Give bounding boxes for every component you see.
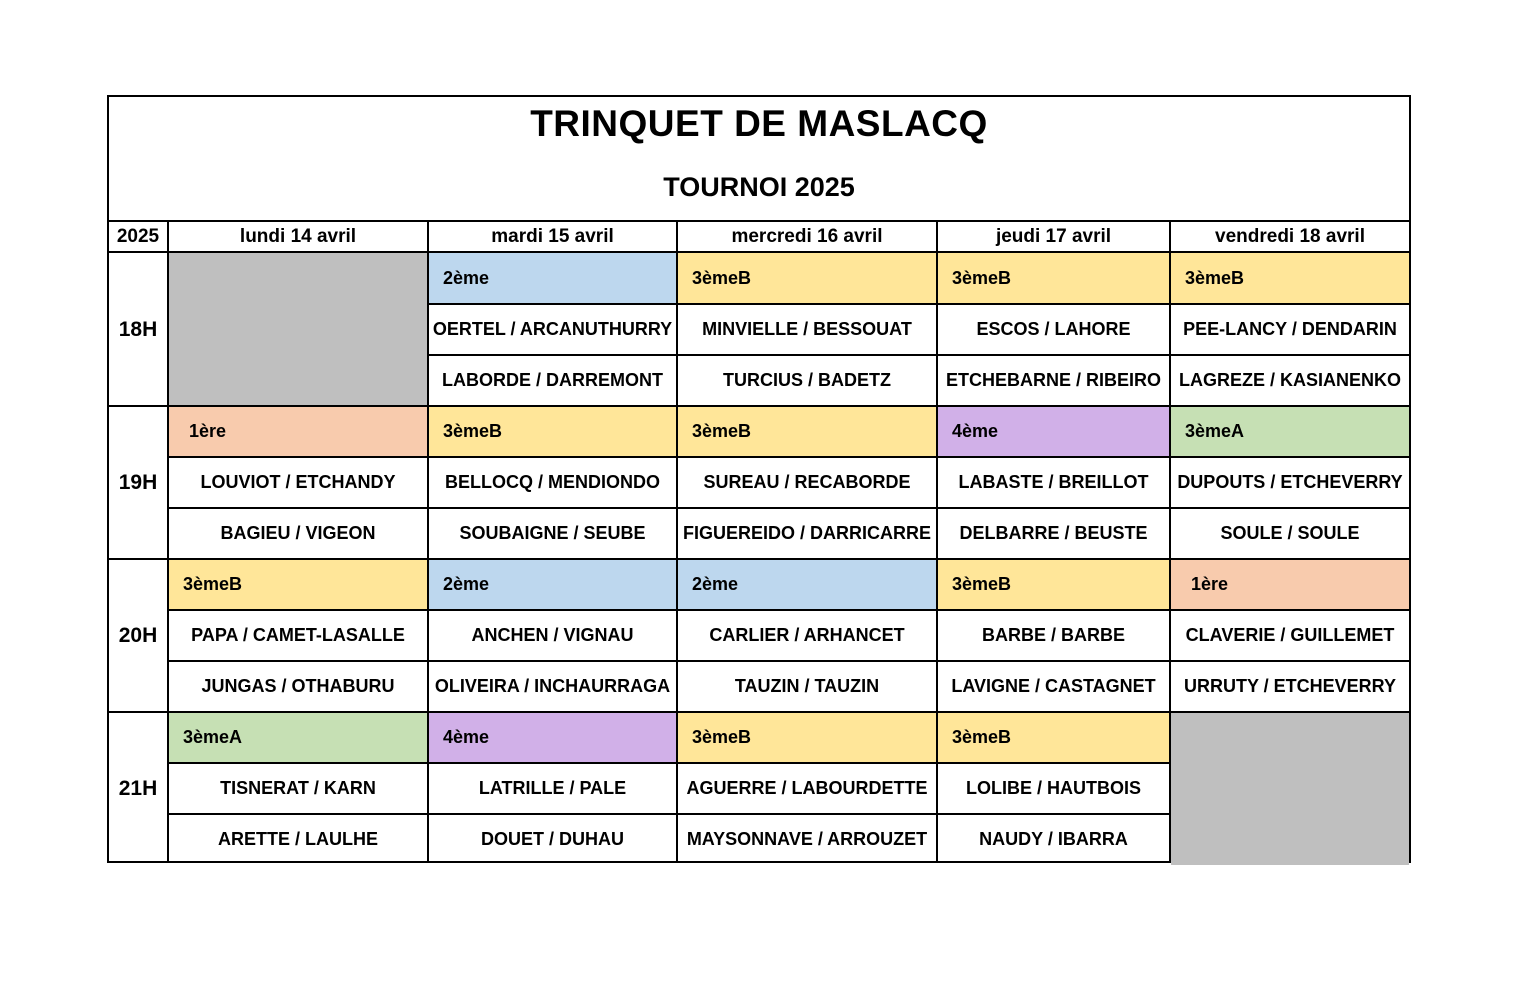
slot-divider xyxy=(109,558,1409,560)
day-header: mercredi 16 avril xyxy=(731,225,883,247)
row-divider xyxy=(938,354,1169,356)
match-pair: LOUVIOT / ETCHANDY xyxy=(200,471,396,492)
match-pair: ARETTE / LAULHE xyxy=(218,828,378,849)
row-divider xyxy=(429,762,676,764)
row-divider xyxy=(678,456,936,458)
match-pair: TAUZIN / TAUZIN xyxy=(734,675,880,696)
row-divider xyxy=(678,660,936,662)
match-pair: PAPA / CAMET-LASALLE xyxy=(191,624,405,645)
empty-slot xyxy=(169,253,427,406)
category-label: 3èmeB xyxy=(938,559,1169,609)
category-label: 3èmeB xyxy=(678,712,936,762)
match-pair: OERTEL / ARCANUTHURRY xyxy=(432,318,673,339)
header-bottom-border xyxy=(109,251,1409,253)
row-divider xyxy=(429,660,676,662)
match-pair: TURCIUS / BADETZ xyxy=(723,369,891,390)
match-pair: JUNGAS / OTHABURU xyxy=(201,675,395,696)
match-pair: ESCOS / LAHORE xyxy=(976,318,1131,339)
match-pair: OLIVEIRA / INCHAURRAGA xyxy=(434,675,671,696)
category-label: 3èmeB xyxy=(429,406,676,456)
match-pair: TISNERAT / KARN xyxy=(220,777,376,798)
row-divider xyxy=(938,456,1169,458)
match-pair: FIGUEREIDO / DARRICARRE xyxy=(682,522,931,543)
row-divider xyxy=(169,507,427,509)
row-divider xyxy=(938,813,1169,815)
match-pair: ANCHEN / VIGNAU xyxy=(471,624,634,645)
page-subtitle: TOURNOI 2025 xyxy=(663,172,855,202)
row-divider xyxy=(938,507,1169,509)
column-divider xyxy=(936,220,938,863)
hour-label: 20H xyxy=(118,623,158,647)
row-divider xyxy=(938,660,1169,662)
category-label: 3èmeB xyxy=(938,253,1169,303)
tournament-schedule xyxy=(107,95,1411,863)
row-divider xyxy=(1171,303,1409,305)
category-label: 4ème xyxy=(938,406,1169,456)
match-pair: BARBE / BARBE xyxy=(981,624,1125,645)
row-divider xyxy=(678,762,936,764)
row-divider xyxy=(429,354,676,356)
column-divider xyxy=(167,220,169,863)
day-header: mardi 15 avril xyxy=(491,225,614,247)
row-divider xyxy=(169,609,427,611)
match-pair: BAGIEU / VIGEON xyxy=(220,522,376,543)
row-divider xyxy=(938,609,1169,611)
category-label: 3èmeA xyxy=(1171,406,1409,456)
row-divider xyxy=(678,303,936,305)
hour-label: 19H xyxy=(118,470,158,494)
match-pair: URRUTY / ETCHEVERRY xyxy=(1183,675,1397,696)
category-label: 3èmeB xyxy=(678,406,936,456)
match-pair: SUREAU / RECABORDE xyxy=(703,471,911,492)
hour-label: 21H xyxy=(118,776,158,800)
row-divider xyxy=(169,762,427,764)
row-divider xyxy=(429,507,676,509)
match-pair: LATRILLE / PALE xyxy=(478,777,627,798)
column-divider xyxy=(676,220,678,863)
match-pair: LAGREZE / KASIANENKO xyxy=(1178,369,1401,390)
year-corner-cell: 2025 xyxy=(116,225,160,247)
slot-divider xyxy=(109,405,1409,407)
row-divider xyxy=(429,303,676,305)
row-divider xyxy=(1171,660,1409,662)
match-pair: DOUET / DUHAU xyxy=(481,828,624,849)
category-label: 4ème xyxy=(429,712,676,762)
page-title: TRINQUET DE MASLACQ xyxy=(530,103,988,144)
match-pair: DUPOUTS / ETCHEVERRY xyxy=(1177,471,1403,492)
match-pair: DELBARRE / BEUSTE xyxy=(959,522,1148,543)
day-header: jeudi 17 avril xyxy=(995,225,1112,247)
empty-slot xyxy=(1171,712,1409,865)
row-divider xyxy=(1171,354,1409,356)
match-pair: SOULE / SOULE xyxy=(1220,522,1360,543)
category-label: 2ème xyxy=(429,559,676,609)
match-pair: LAVIGNE / CASTAGNET xyxy=(951,675,1156,696)
row-divider xyxy=(678,507,936,509)
category-label: 2ème xyxy=(429,253,676,303)
category-label: 1ère xyxy=(169,406,427,456)
column-divider xyxy=(1169,220,1171,863)
match-pair: LABORDE / DARREMONT xyxy=(442,369,663,390)
row-divider xyxy=(938,303,1169,305)
match-pair: CLAVERIE / GUILLEMET xyxy=(1185,624,1395,645)
match-pair: MAYSONNAVE / ARROUZET xyxy=(686,828,928,849)
row-divider xyxy=(169,660,427,662)
category-label: 1ère xyxy=(1171,559,1409,609)
row-divider xyxy=(1171,609,1409,611)
match-pair: LOLIBE / HAUTBOIS xyxy=(966,777,1141,798)
row-divider xyxy=(1171,456,1409,458)
match-pair: LABASTE / BREILLOT xyxy=(958,471,1149,492)
match-pair: MINVIELLE / BESSOUAT xyxy=(702,318,912,339)
hour-label: 18H xyxy=(118,317,158,341)
column-divider xyxy=(427,220,429,863)
row-divider xyxy=(938,762,1169,764)
category-label: 3èmeB xyxy=(938,712,1169,762)
category-label: 3èmeB xyxy=(678,253,936,303)
match-pair: NAUDY / IBARRA xyxy=(979,828,1128,849)
match-pair: SOUBAIGNE / SEUBE xyxy=(459,522,646,543)
category-label: 3èmeB xyxy=(169,559,427,609)
match-pair: AGUERRE / LABOURDETTE xyxy=(686,777,928,798)
category-label: 3èmeA xyxy=(169,712,427,762)
row-divider xyxy=(429,456,676,458)
day-header: lundi 14 avril xyxy=(239,225,357,247)
row-divider xyxy=(429,609,676,611)
row-divider xyxy=(678,609,936,611)
row-divider xyxy=(678,813,936,815)
category-label: 3èmeB xyxy=(1171,253,1409,303)
match-pair: PEE-LANCY / DENDARIN xyxy=(1183,318,1397,339)
match-pair: BELLOCQ / MENDIONDO xyxy=(445,471,660,492)
row-divider xyxy=(429,813,676,815)
header-top-border xyxy=(109,220,1409,222)
row-divider xyxy=(169,456,427,458)
day-header: vendredi 18 avril xyxy=(1215,225,1365,247)
row-divider xyxy=(169,813,427,815)
match-pair: CARLIER / ARHANCET xyxy=(709,624,905,645)
row-divider xyxy=(1171,507,1409,509)
row-divider xyxy=(678,354,936,356)
category-label: 2ème xyxy=(678,559,936,609)
slot-divider xyxy=(109,711,1409,713)
match-pair: ETCHEBARNE / RIBEIRO xyxy=(945,369,1161,390)
